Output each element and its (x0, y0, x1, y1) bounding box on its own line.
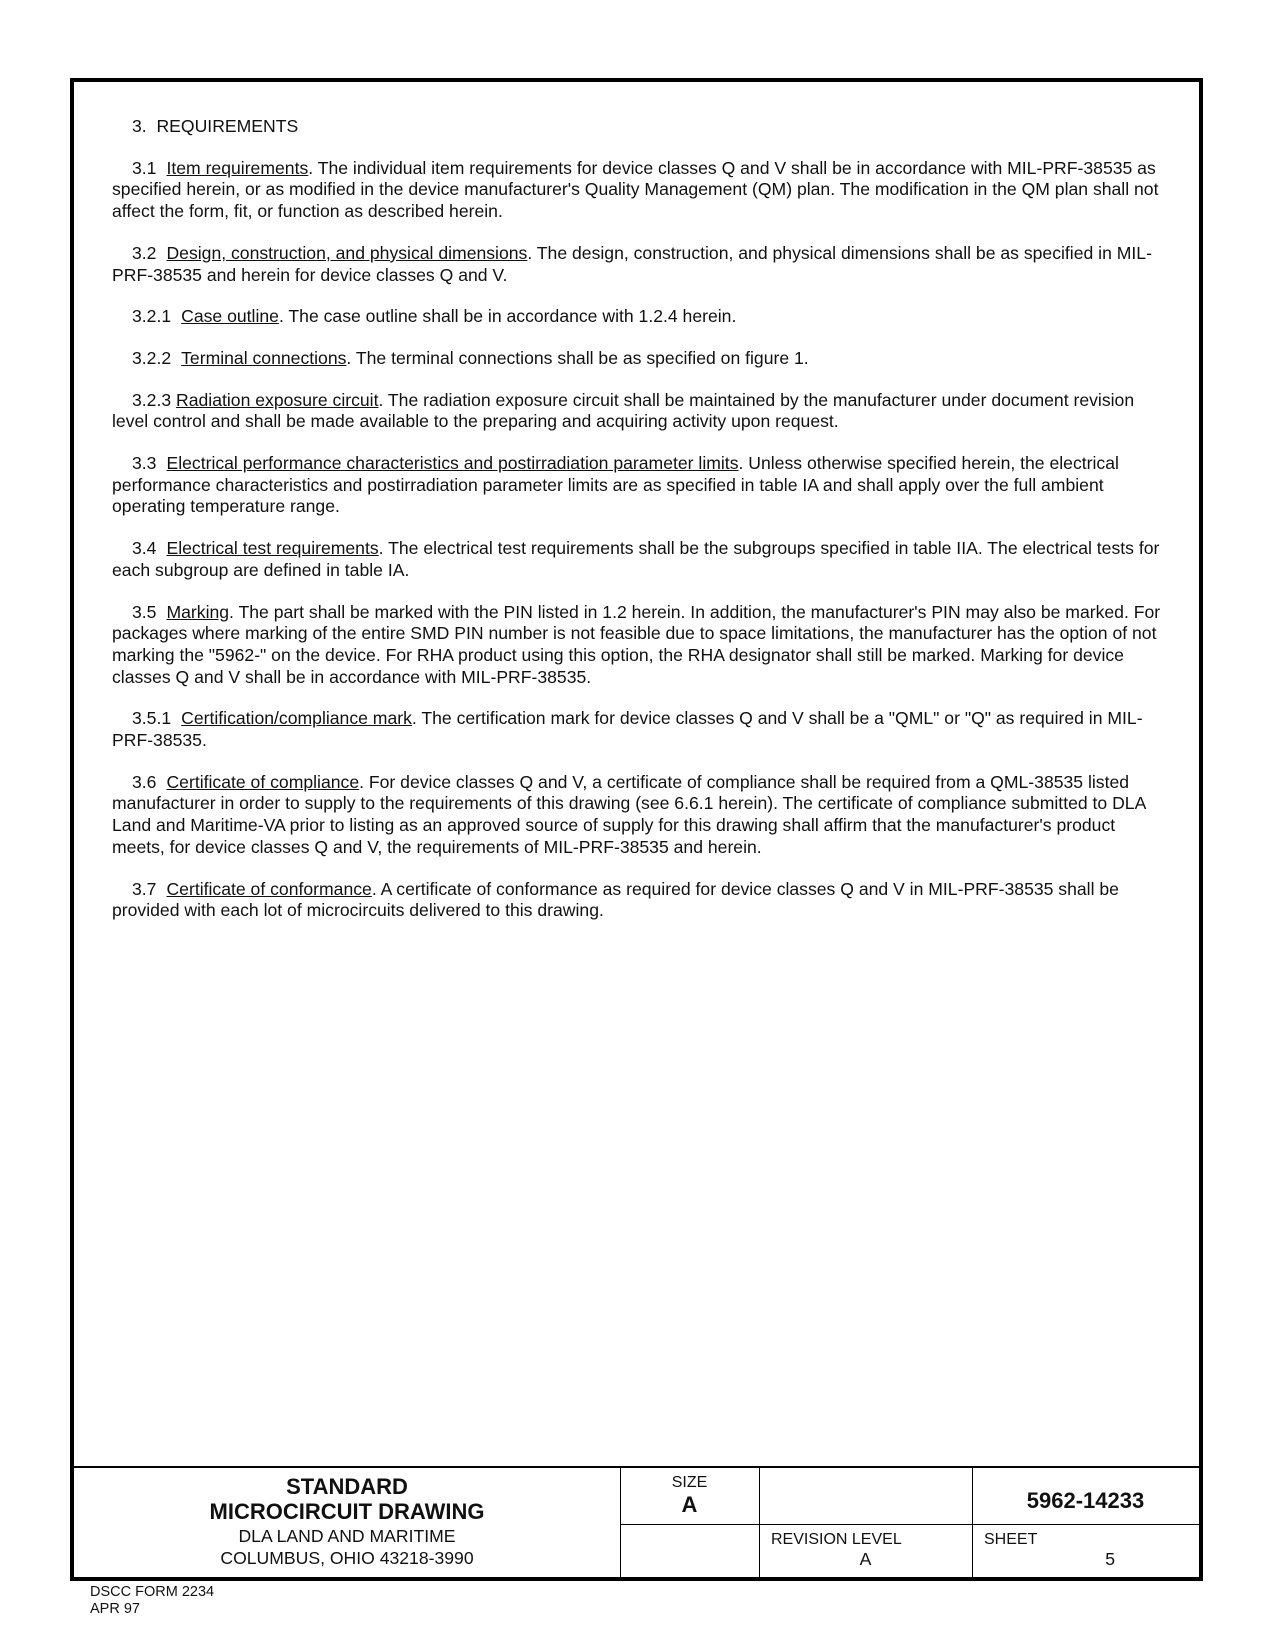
paragraph-number: 3.5 (132, 601, 157, 622)
paragraph-text: . The case outline shall be in accordance with 1.2.4 herein. (278, 306, 737, 327)
paragraph-3-5 (112, 602, 1167, 689)
paragraph-text: . The radiation exposure circuit shall be maintained by the manufacturer under document revision level control and shall be made available to the preparing and acquiring activity upon request. (112, 389, 1135, 432)
paragraph-number: 3.1 (132, 157, 157, 178)
drawing-number: 5962-14233 (1026, 1488, 1145, 1513)
form-number: DSCC FORM 2234 (90, 1584, 215, 1600)
paragraph-number: 3.5.1 (132, 708, 172, 729)
paragraph-text: . Unless otherwise specified herein, the electrical performance characteristics and postirradiation parameter limits are as specified in table IA and shall apply over the full ambient operating temperature range. (112, 453, 1119, 517)
agency-address: COLUMBUS, OHIO 43218-3990 (220, 1548, 474, 1568)
paragraph-title: Electrical test requirements (166, 538, 379, 559)
requirements-section (112, 116, 1167, 942)
paragraph-text: . A certificate of conformance as required for device classes Q and V in MIL-PRF-38535 shall be provided with each lot of microcircuits delivered to this drawing. (112, 878, 1119, 921)
paragraph-3-2-2 (112, 348, 1167, 370)
paragraph-number: 3.4 (132, 538, 157, 559)
paragraph-text: . The certification mark for device classes Q and V shall be a "QML" or "Q" as required in MIL-PRF-38535. (112, 708, 1143, 751)
paragraph-text: . The electrical test requirements shall be the subgroups specified in table IIA. The electrical tests for each subgroup are defined in table IA. (112, 538, 1160, 580)
size-cell (620, 1474, 759, 1518)
size-label: SIZE (671, 1474, 708, 1491)
paragraph-3-5-1 (112, 708, 1167, 751)
paragraph-text: . For device classes Q and V, a certificate of compliance shall be required from a QML-38535 listed manufacturer in order to supply to the requirements of this drawing (see 6.6.1 herein). The certificate of compliance submitted to DLA Land and Maritime-VA prior to listing as an approved source of supply for this drawing shall affirm that the manufacturer's product meets, for device classes Q and V, the requirements of MIL-PRF-38535 and herein. (112, 771, 1146, 857)
drawing-title-line2: MICROCIRCUIT DRAWING (209, 1499, 485, 1524)
paragraph-number: 3.2.3 (132, 389, 172, 410)
paragraph-3-2-1 (112, 306, 1167, 328)
paragraph-title: Electrical performance characteristics and postirradiation parameter limits (166, 453, 739, 474)
drawing-title-cell (74, 1474, 620, 1569)
drawing-title-line1: STANDARD (286, 1474, 408, 1499)
section-number: 3. (132, 116, 147, 136)
paragraph-number: 3.3 (132, 453, 157, 474)
paragraph-number: 3.6 (132, 771, 157, 792)
paragraph-title: Case outline (181, 306, 279, 327)
agency-name: DLA LAND AND MARITIME (238, 1526, 456, 1546)
paragraph-number: 3.7 (132, 878, 157, 899)
paragraph-number: 3.2 (132, 242, 157, 263)
paragraph-3-4 (112, 538, 1167, 581)
revision-label: REVISION LEVEL (771, 1531, 902, 1548)
paragraph-3-6 (112, 772, 1167, 859)
paragraph-title: Radiation exposure circuit (176, 389, 379, 410)
paragraph-3-7 (112, 879, 1167, 922)
revision-value: A (859, 1549, 872, 1569)
paragraph-text: . The design, construction, and physical dimensions shall be as specified in MIL-PRF-38535 and herein for device classes Q and V. (112, 242, 1152, 285)
section-heading (112, 116, 1167, 138)
paragraph-title: Certificate of compliance (166, 771, 360, 792)
form-identifier (90, 1584, 214, 1618)
grid-divider (620, 1524, 1199, 1525)
paragraph-title: Certificate of conformance (166, 878, 372, 899)
paragraph-title: Marking (166, 601, 230, 622)
paragraph-title: Certification/compliance mark (181, 708, 412, 729)
paragraph-number: 3.2.1 (132, 306, 172, 327)
sheet-cell (972, 1531, 1199, 1570)
paragraph-3-1 (112, 158, 1167, 223)
paragraph-text: . The terminal connections shall be as specified on figure 1. (346, 347, 809, 368)
drawing-number-cell (972, 1488, 1199, 1514)
sheet-value: 5 (1105, 1549, 1115, 1569)
paragraph-title: Design, construction, and physical dimensions (166, 242, 528, 263)
title-block (74, 1466, 1199, 1579)
revision-cell (759, 1531, 972, 1570)
size-value: A (681, 1492, 698, 1517)
form-date: APR 97 (90, 1601, 140, 1617)
paragraph-text: . The individual item requirements for device classes Q and V shall be in accordance with MIL-PRF-38535 as specified herein, or as modified in the device manufacturer's Quality Management (QM) plan. The modification in the QM plan shall not affect the form, fit, or function as described herein. (112, 157, 1159, 222)
paragraph-title: Item requirements (166, 157, 309, 178)
page-frame (70, 78, 1203, 1581)
paragraph-number: 3.2.2 (132, 347, 172, 368)
paragraph-text: . The part shall be marked with the PIN listed in 1.2 herein. In addition, the manufacturer's PIN may also be marked. For packages where marking of the entire SMD PIN number is not feasible due to space limitations, the manufacturer has the option of not marking the "5962-" on the device. For RHA product using this option, the RHA designator shall still be marked. Marking for device classes Q and V shall be in accordance with MIL-PRF-38535. (112, 601, 1161, 687)
section-title: REQUIREMENTS (156, 116, 299, 136)
paragraph-title: Terminal connections (181, 347, 347, 368)
paragraph-3-2 (112, 243, 1167, 286)
sheet-label: SHEET (984, 1531, 1038, 1548)
paragraph-3-2-3 (112, 390, 1167, 433)
paragraph-3-3 (112, 453, 1167, 518)
